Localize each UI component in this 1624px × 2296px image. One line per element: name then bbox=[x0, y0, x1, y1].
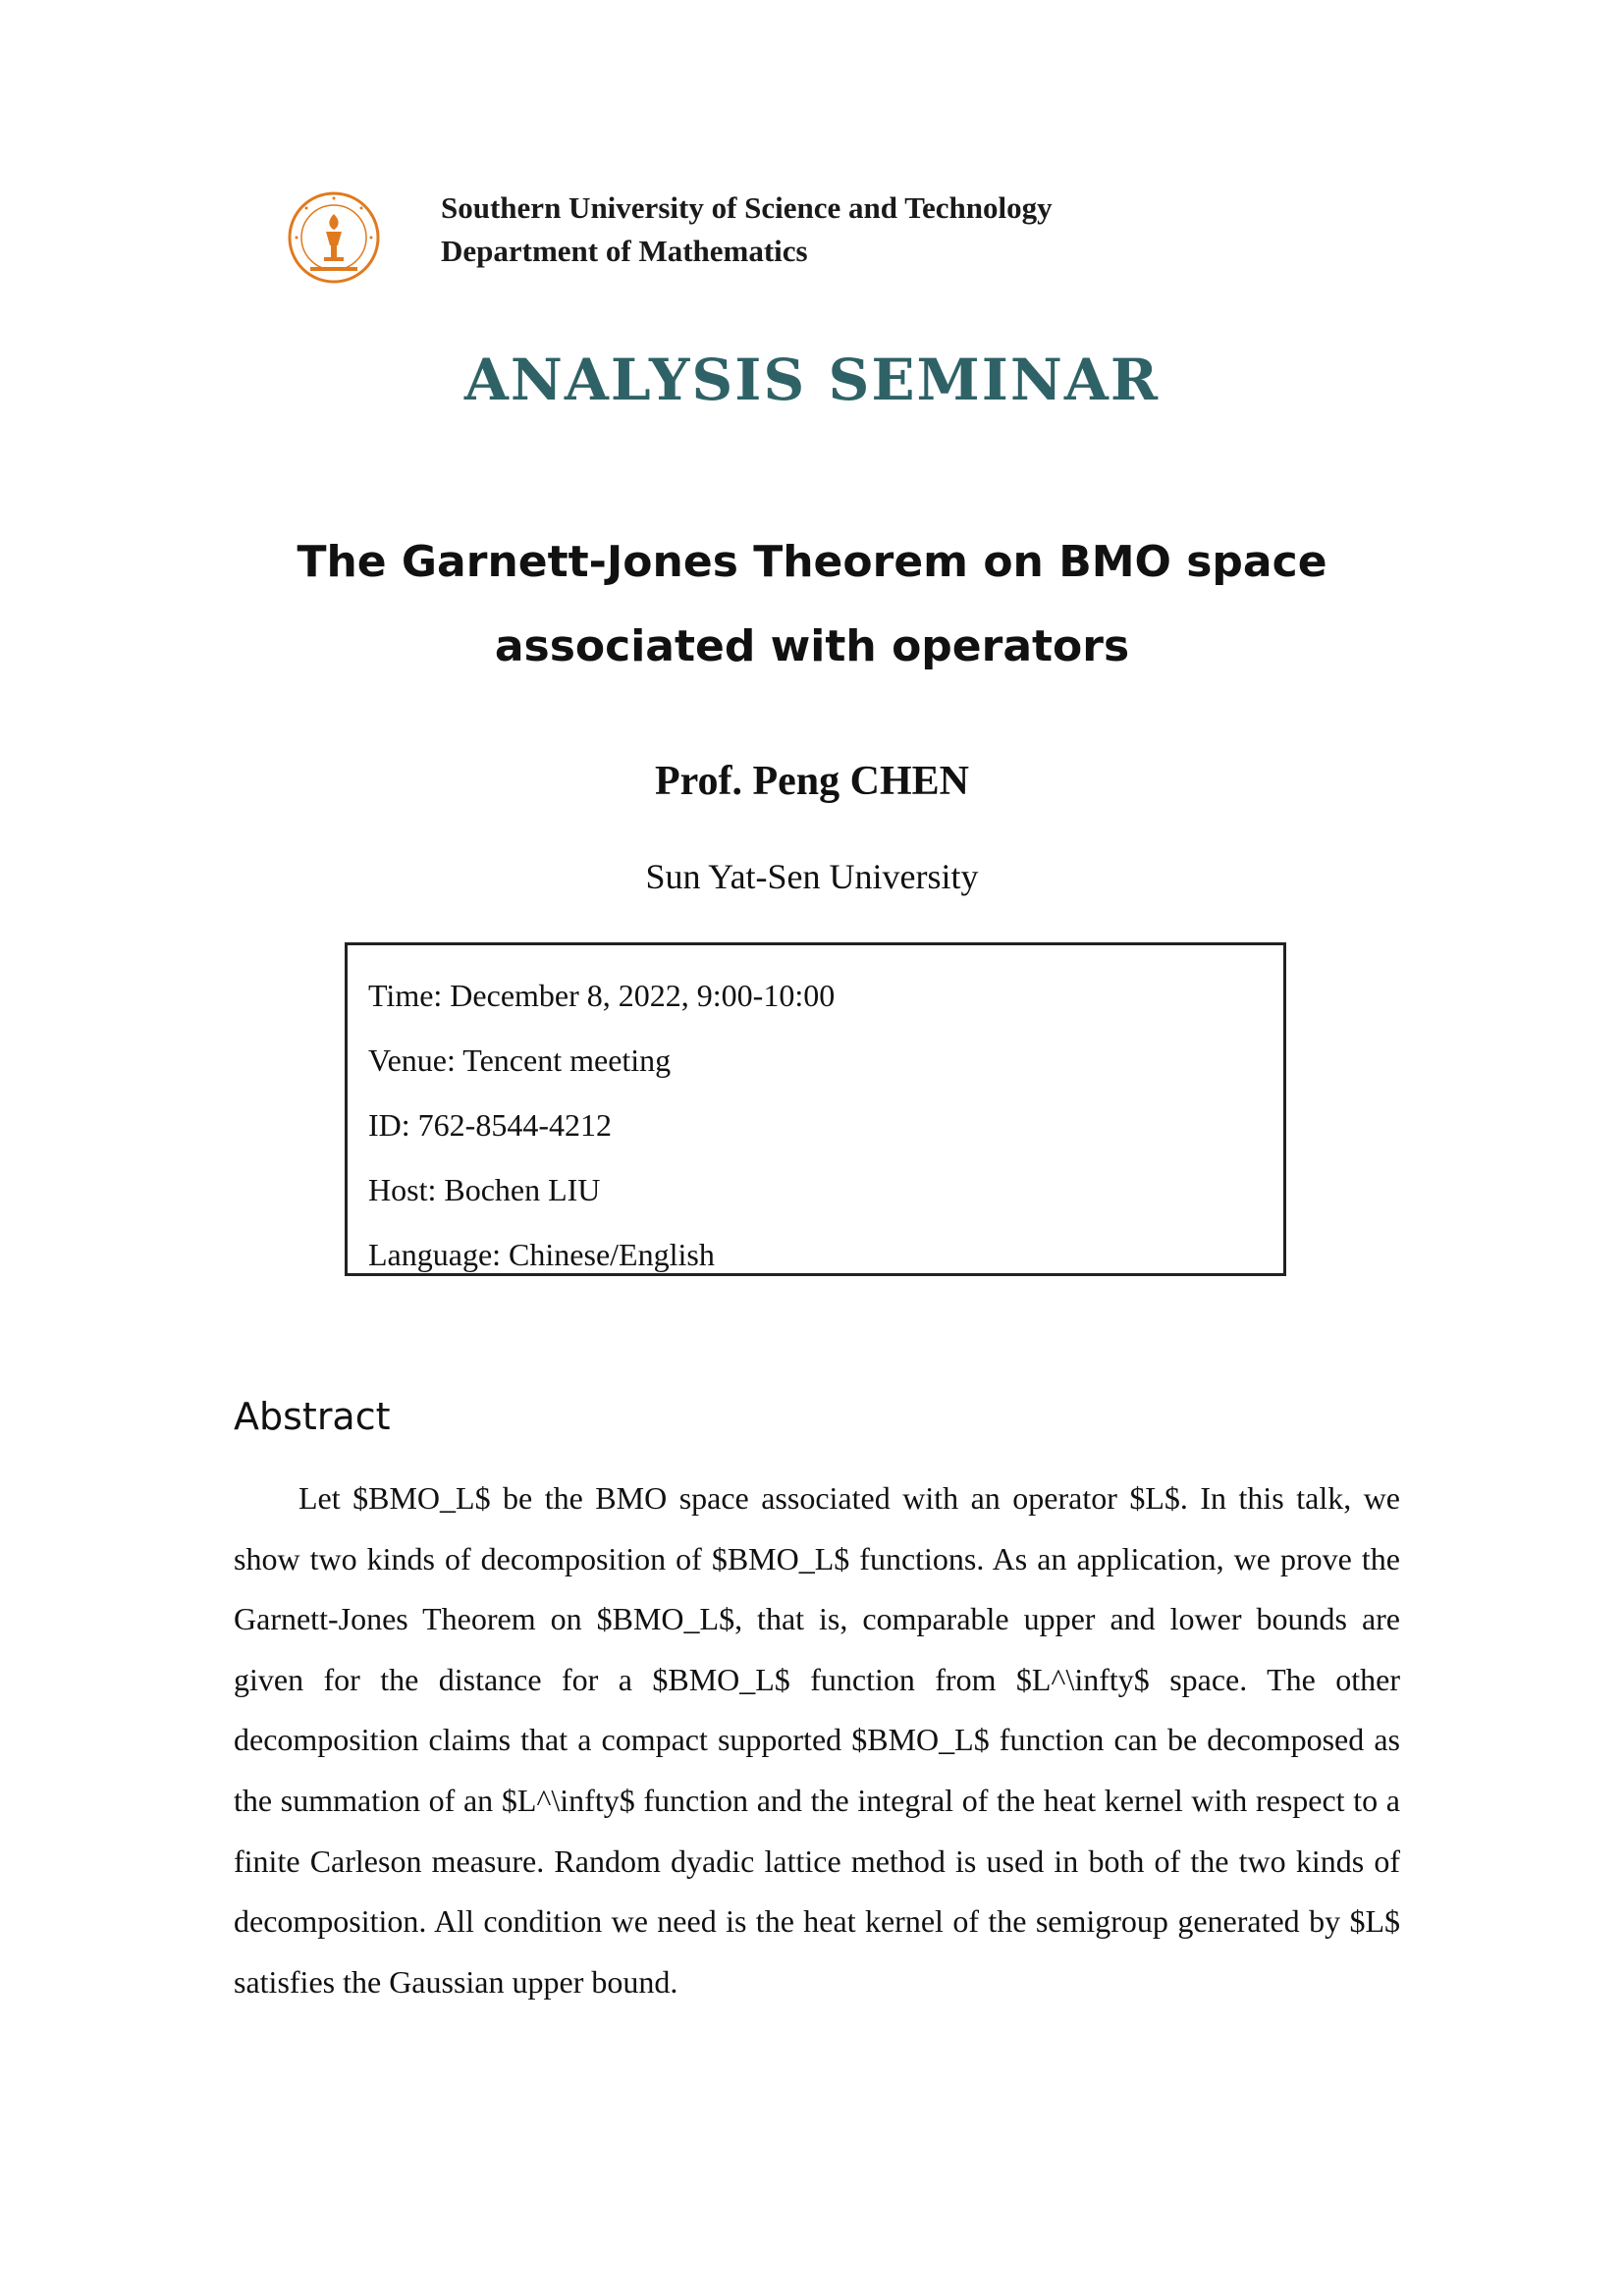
torch-emblem-icon bbox=[287, 190, 381, 285]
detail-venue: Venue: Tencent meeting bbox=[368, 1042, 672, 1078]
abstract-text: Let $BMO_L$ be the BMO space associated with an operator $L$. In this talk, we show two kinds of decomposition of $BMO_L$ functions. As an application, we prove the Garnett-Jones Theorem on $BMO_L$, that is, comparable upper and lower bounds are given for the distance for a $BMO_L$ function from $L^\infty$ space. The other decomposition claims that a compact supported $BMO_L$ function can be decomposed as the summation of an $L^\infty$ function and the integral of the heat kernel with respect to a finite Carleson measure. Random dyadic lattice method is used in both of the two kinds of decomposition. All condition we need is the heat kernel of the semigroup generated by $L$ satisfies the Gaussian upper bound. bbox=[234, 1480, 1400, 2000]
detail-host: Host: Bochen LIU bbox=[368, 1172, 601, 1207]
speaker-name: Prof. Peng CHEN bbox=[654, 759, 970, 804]
detail-language: Language: Chinese/English bbox=[368, 1237, 715, 1272]
talk-title-line-1: The Garnett-Jones Theorem on BMO space bbox=[297, 537, 1327, 587]
detail-time: Time: December 8, 2022, 9:00-10:00 bbox=[368, 978, 836, 1013]
talk-title-line-2: associated with operators bbox=[494, 621, 1130, 671]
university-name: Southern University of Science and Technology bbox=[441, 190, 1053, 225]
abstract-heading: Abstract bbox=[234, 1395, 391, 1438]
seminar-title: ANALYSIS SEMINAR bbox=[463, 347, 1161, 413]
details-box bbox=[345, 942, 1286, 1276]
university-logo bbox=[287, 190, 381, 285]
department-name: Department of Mathematics bbox=[441, 234, 808, 268]
speaker-affiliation: Sun Yat-Sen University bbox=[645, 857, 979, 896]
detail-meeting-id: ID: 762-8544-4212 bbox=[368, 1107, 612, 1143]
talk-title bbox=[0, 520, 1624, 689]
institution-block bbox=[441, 187, 1053, 273]
